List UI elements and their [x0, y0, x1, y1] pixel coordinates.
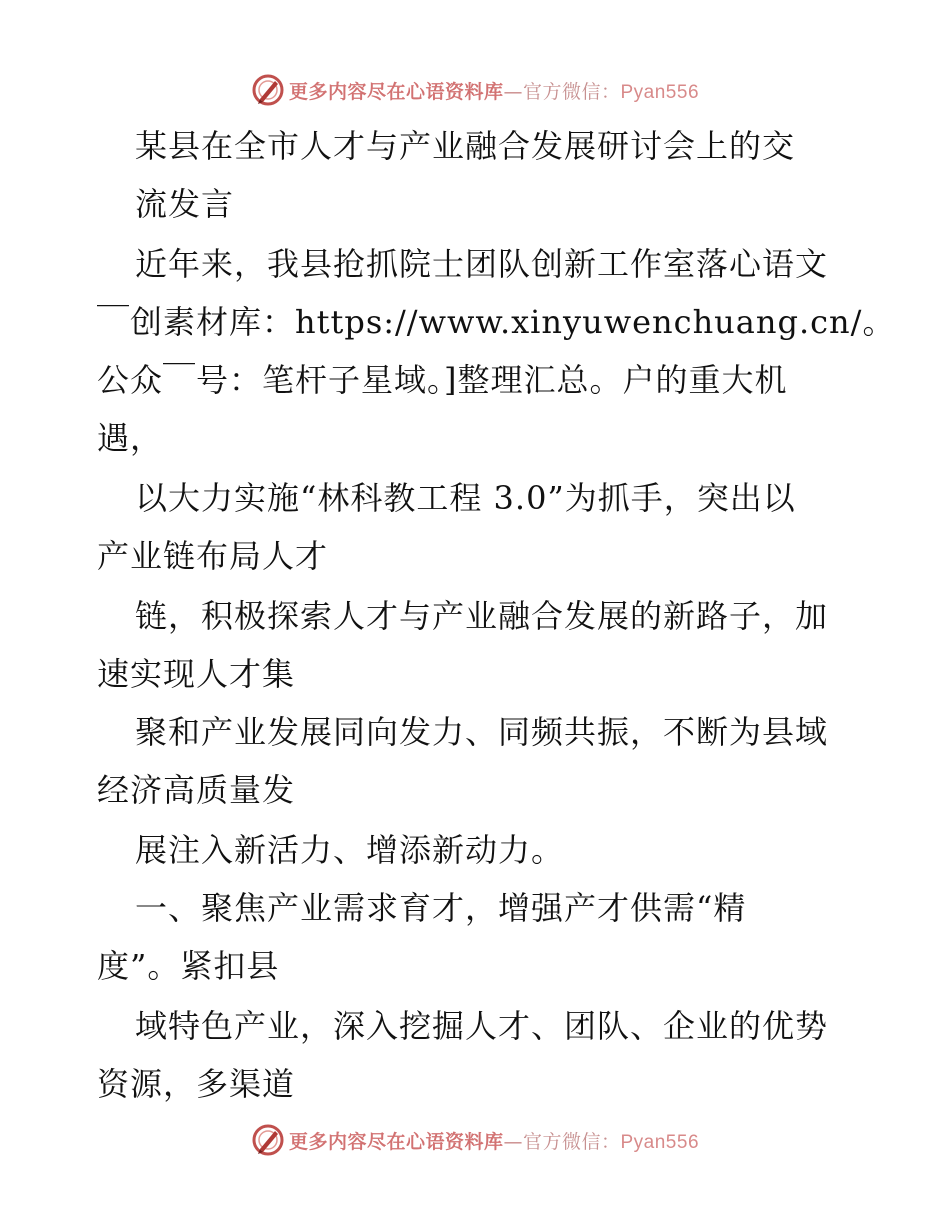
banner-text — [289, 1127, 699, 1154]
section-heading-line: 一、聚焦产业需求育才，增强产才供需“精 — [135, 889, 747, 927]
title-line-2: 流发言 — [135, 185, 235, 223]
paragraph-line: 产业链布局人才 — [97, 537, 329, 575]
header-banner — [0, 70, 950, 110]
banner-text — [289, 77, 699, 104]
pen-logo-icon — [251, 1123, 285, 1157]
banner-content — [251, 1123, 699, 1157]
banner-separator: — — [503, 80, 523, 103]
banner-wechat-label: 官方微信： — [522, 80, 621, 103]
paragraph-line: 展注入新活力、增添新动力。 — [135, 831, 565, 869]
banner-wechat-label: 官方微信： — [522, 1130, 621, 1153]
banner-wechat-id: Pyan556 — [620, 1131, 700, 1153]
banner-wechat-id: Pyan556 — [620, 81, 700, 103]
paragraph-line: 遇， — [97, 419, 164, 457]
paragraph-line: 近年来，我县抢抓院士团队创新工作室落心语文 — [135, 245, 829, 283]
paragraph-line: ￣创素材库：https://www.xinyuwenchuang.cn/。 — [97, 303, 896, 341]
title-line-1: 某县在全市人才与产业融合发展研讨会上的交 — [135, 127, 796, 165]
paragraph-line: 资源，多渠道 — [97, 1065, 296, 1103]
footer-banner — [0, 1120, 950, 1160]
paragraph-line: 经济高质量发 — [97, 771, 296, 809]
paragraph-line: 度”。紧扣县 — [97, 947, 280, 985]
banner-brand: 更多内容尽在心语资料库 — [288, 1130, 504, 1153]
paragraph-line: 速实现人才集 — [97, 655, 296, 693]
paragraph-line: 链，积极探索人才与产业融合发展的新路子，加 — [135, 597, 829, 635]
banner-separator: — — [503, 1130, 523, 1153]
banner-content — [251, 73, 699, 107]
banner-brand: 更多内容尽在心语资料库 — [288, 80, 504, 103]
paragraph-line: 聚和产业发展同向发力、同频共振，不断为县域 — [135, 713, 829, 751]
paragraph-line: 公众￣号：笔杆子星域。]整理汇总。户的重大机 — [97, 361, 788, 399]
paragraph-line: 以大力实施“林科教工程 3.0”为抓手，突出以 — [135, 479, 796, 517]
paragraph-line: 域特色产业，深入挖掘人才、团队、企业的优势 — [135, 1007, 829, 1045]
pen-logo-icon — [251, 73, 285, 107]
